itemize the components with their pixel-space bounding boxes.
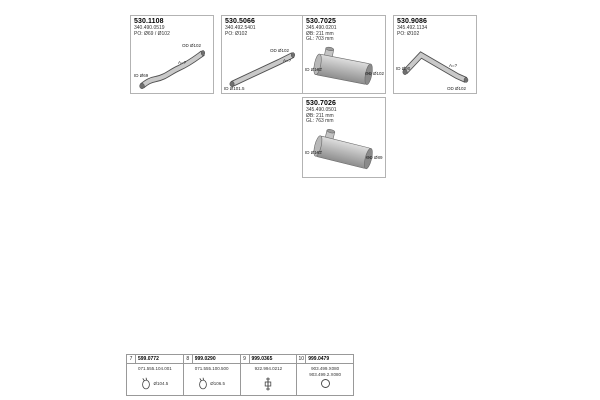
- oe-number: 345.492.1134: [397, 25, 428, 31]
- part-drawing: [395, 42, 475, 92]
- pipe-dim-label: OD Ø102: [270, 48, 290, 53]
- accessory-oe-number: 922.994.0212: [254, 366, 283, 371]
- part-header: [303, 16, 385, 43]
- dim-line: PO: Ø69 / Ø102: [134, 30, 170, 37]
- part-number: 530.7025: [306, 18, 336, 25]
- accessory-header: [184, 355, 240, 364]
- oe-number: 345.490.0201: [306, 25, 337, 31]
- part-number: 530.5066: [225, 18, 255, 25]
- part-panel-530-7026[interactable]: [302, 97, 386, 178]
- pipe-dim-label: OD Ø102: [182, 43, 202, 48]
- accessory-index: 9: [241, 355, 250, 363]
- silencer-dim-label: OD Ø89: [366, 155, 383, 160]
- part-drawing: [304, 128, 384, 176]
- part-header: [222, 16, 304, 37]
- part-panel-530-9086[interactable]: [393, 15, 477, 94]
- clamp-icon: [141, 377, 152, 390]
- dim-line: PO: Ø102: [397, 30, 420, 37]
- dim-line: PO: Ø102: [225, 30, 248, 37]
- dim-line: ØB: 211 mm: [306, 30, 334, 37]
- pipe-dim-label: ID Ø90: [396, 66, 411, 71]
- pipe-dim-label: ID Ø69: [134, 73, 149, 78]
- accessory-oe-line: 903.499.X080: [311, 366, 340, 371]
- accessory-oe-number: 071.555.104.001: [137, 366, 172, 371]
- accessory-cell-599-0772[interactable]: [127, 355, 184, 395]
- accessory-oe-line: 903.499.2.X080: [309, 371, 342, 377]
- accessory-cell-999-0290[interactable]: [184, 355, 241, 395]
- straight-pipe-drawing: [223, 42, 303, 92]
- part-header: [394, 16, 476, 37]
- accessory-header: [127, 355, 183, 364]
- part-panel-530-7025[interactable]: [302, 15, 386, 94]
- accessory-header: [241, 355, 297, 364]
- part-drawing: [223, 42, 303, 92]
- pipe-dim-label: A=?: [178, 60, 187, 65]
- clamp-icon: [198, 377, 209, 390]
- part-number: 530.9086: [397, 18, 427, 25]
- pipe-dim-label: OD Ø102: [447, 86, 467, 91]
- accessory-cell-999-0365[interactable]: [241, 355, 298, 395]
- accessory-index: 10: [297, 355, 306, 363]
- accessory-oe-number: 071.555.100.500: [194, 366, 229, 371]
- accessory-part-number: 999.0290: [194, 356, 216, 362]
- accessory-header: [297, 355, 353, 364]
- pipe-dim-label: A=?: [449, 63, 458, 68]
- accessory-part-number: 599.0772: [138, 356, 159, 362]
- accessory-icon-row: [241, 375, 297, 393]
- accessory-part-number: 999.0365: [251, 356, 273, 362]
- dim-line: GL: 703 mm: [306, 36, 334, 42]
- part-panel-530-5066[interactable]: [221, 15, 305, 94]
- part-number: 530.7026: [306, 100, 336, 107]
- silencer-dim-label: ID Ø102: [305, 150, 322, 155]
- pipe-dim-label: A=?: [283, 58, 292, 63]
- accessory-icon-row: [127, 375, 183, 393]
- dim-line: ØB: 211 mm: [306, 112, 334, 119]
- part-number: 530.1108: [134, 18, 164, 25]
- silencer-dim-label: ID Ø102: [305, 67, 322, 72]
- part-header: [131, 16, 213, 37]
- accessories-table: [126, 354, 354, 396]
- part-drawing: [132, 42, 212, 92]
- bent-pipe-drawing: [132, 42, 212, 92]
- accessory-icon-row: [297, 375, 353, 393]
- clamp-diameter: Ø104.5: [153, 381, 169, 387]
- oe-number: 340.492.5401: [225, 25, 256, 31]
- part-panel-530-1108[interactable]: [130, 15, 214, 94]
- oe-number: 345.490.0501: [306, 107, 337, 113]
- accessory-part-number: 999.0479: [308, 356, 330, 362]
- dim-line: GL: 763 mm: [306, 118, 334, 124]
- gasket-ring-icon: [320, 378, 331, 389]
- part-header: [303, 98, 385, 125]
- clamp-diameter: Ø106.5: [210, 381, 225, 387]
- pipe-dim-label: ID Ø101.5: [224, 86, 245, 91]
- accessory-cell-999-0479[interactable]: [297, 355, 353, 395]
- part-drawing: [304, 46, 384, 92]
- silencer-dim-label: OD Ø102: [365, 71, 385, 76]
- accessory-index: 7: [127, 355, 136, 363]
- accessory-index: 8: [184, 355, 193, 363]
- oe-number: 340.490.0519: [134, 25, 165, 31]
- hanger-bolt-icon: [263, 377, 273, 391]
- accessory-icon-row: [184, 375, 240, 393]
